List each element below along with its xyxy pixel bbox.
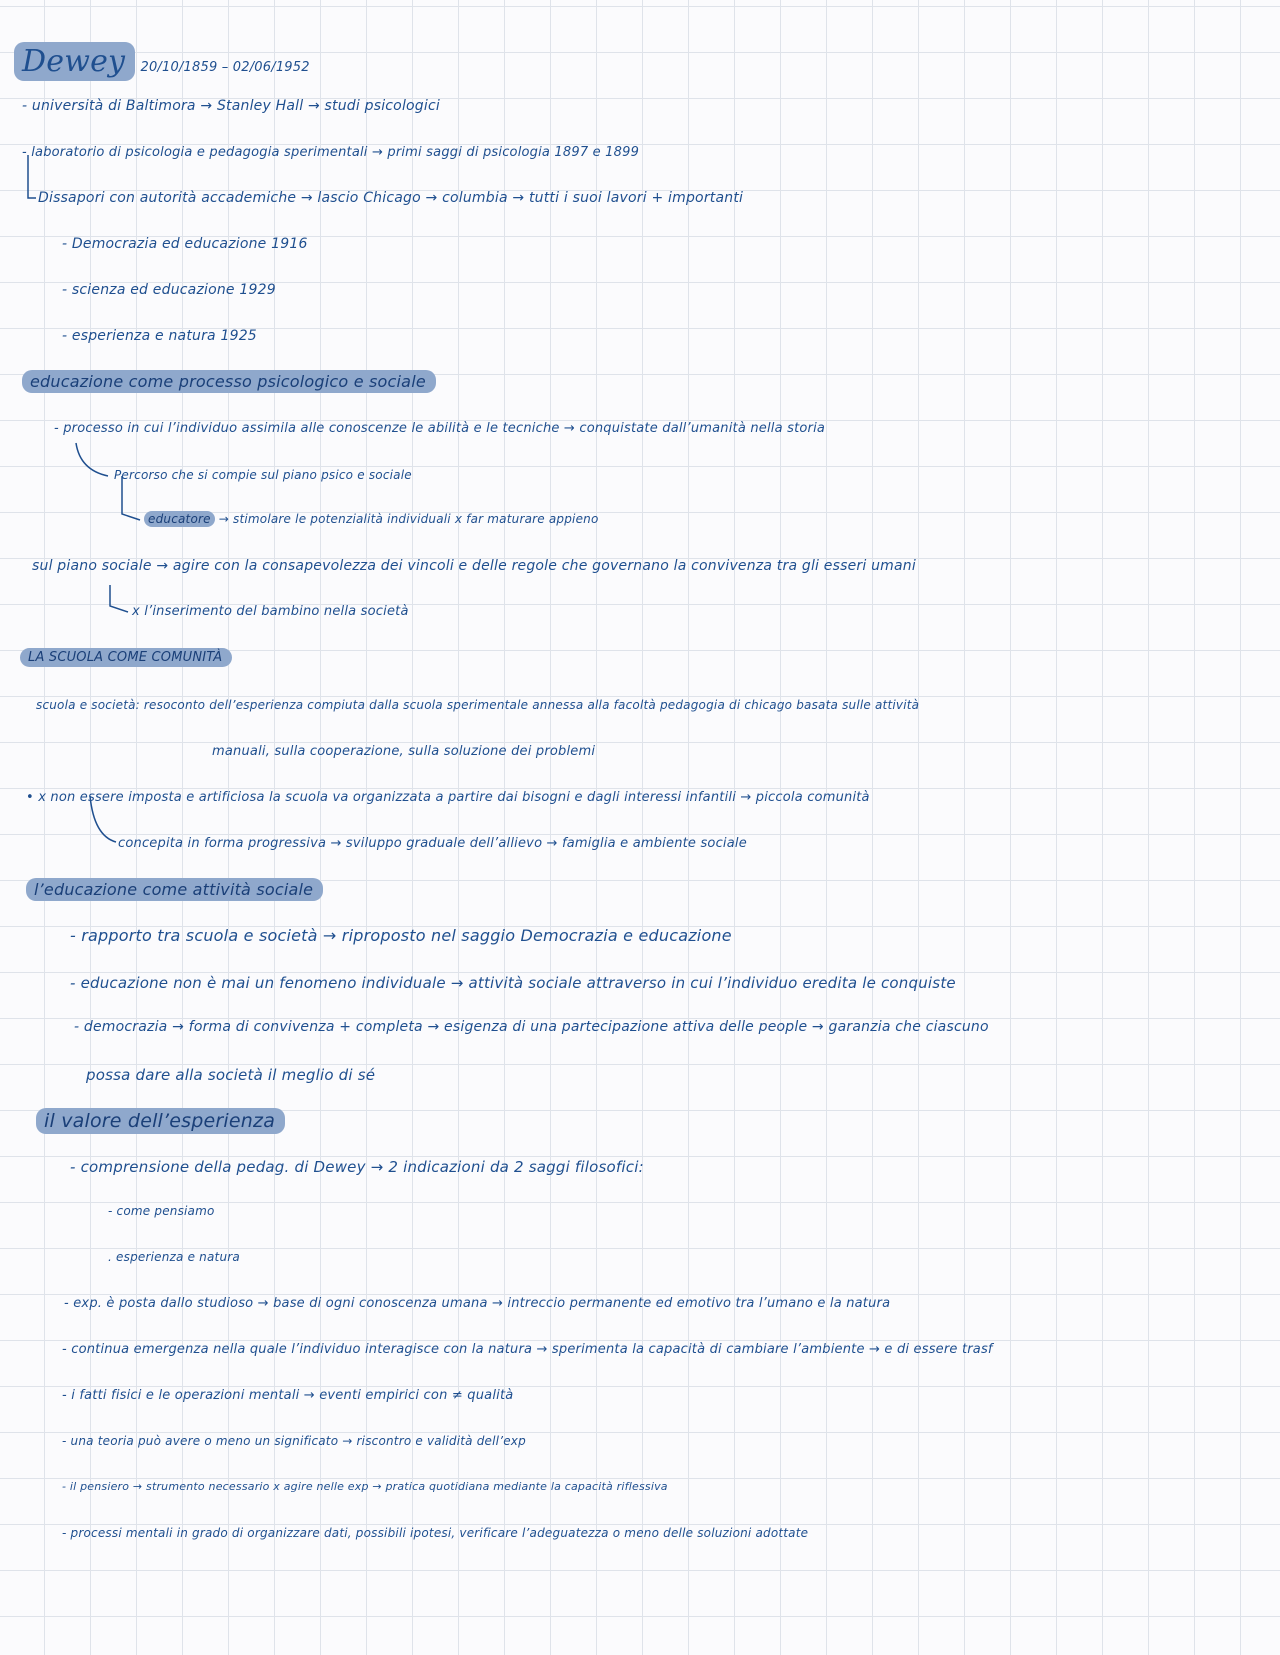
section1-connector-2 xyxy=(122,476,140,520)
section4-line-1: - comprensione della pedag. di Dewey → 2 indicazioni da 2 saggi filosofici: xyxy=(70,1158,644,1176)
section4-line-3: - continua emergenza nella quale l’individuo interagisce con la natura → sperimenta la capacità di cambiare l’ambiente → e di essere trasf xyxy=(62,1342,993,1357)
section3-line-2: - educazione non è mai un fenomeno individuale → attività sociale attraverso in cui l’individuo eredita le conquiste xyxy=(70,974,956,992)
intro-work-3: - esperienza e natura 1925 xyxy=(62,328,257,344)
section3-heading: l’educazione come attività sociale xyxy=(26,878,323,901)
section4-sub-1: - come pensiamo xyxy=(108,1204,215,1218)
section4-line-7: - processi mentali in grado di organizzare dati, possibili ipotesi, verificare l’adeguatezza o meno delle soluzioni adottate xyxy=(62,1526,809,1540)
section1-heading-wrap xyxy=(22,372,436,391)
educatore-text: → stimolare le potenzialità individuali x far maturare appieno xyxy=(218,512,599,526)
section2-line-2: manuali, sulla cooperazione, sulla soluzione dei problemi xyxy=(212,744,596,759)
page-title: Dewey xyxy=(14,42,135,81)
intro-work-2: - scienza ed educazione 1929 xyxy=(62,282,276,298)
section1-line-3 xyxy=(144,512,599,526)
section1-line-1: - processo in cui l’individuo assimila alle conoscenze le abilità e le tecniche → conquistate dall’umanità nella storia xyxy=(54,421,826,436)
section1-line-4: sul piano sociale → agire con la consapevolezza dei vincoli e delle regole che governano la convivenza tra gli esseri umani xyxy=(32,558,916,574)
header-dates: 20/10/1859 – 02/06/1952 xyxy=(140,60,310,75)
section1-connector-1 xyxy=(76,443,108,476)
section4-line-5: - una teoria può avere o meno un significato → riscontro e validità dell’exp xyxy=(62,1434,526,1448)
section3-heading-wrap xyxy=(26,880,323,899)
section2-line-1: scuola e società: resoconto dell’esperienza compiuta dalla scuola sperimentale annessa alla facoltà pedagogia di chicago basata sulle attività xyxy=(36,698,920,712)
intro-line-3: Dissapori con autorità accademiche → lascio Chicago → columbia → tutti i suoi lavori + importanti xyxy=(38,190,744,206)
educatore-label: educatore xyxy=(144,511,215,527)
section3-line-4: possa dare alla società il meglio di sé xyxy=(86,1066,376,1084)
intro-connector xyxy=(28,155,36,198)
section1-line-2: Percorso che si compie sul piano psico e sociale xyxy=(114,468,412,482)
section4-sub-2: . esperienza e natura xyxy=(108,1250,240,1264)
section1-connector-3 xyxy=(110,585,128,612)
section4-line-4: - i fatti fisici e le operazioni mentali → eventi empirici con ≠ qualità xyxy=(62,1388,514,1403)
section4-line-6: - il pensiero → strumento necessario x agire nelle exp → pratica quotidiana mediante la capacità riflessiva xyxy=(62,1480,668,1493)
intro-line-1: - università di Baltimora → Stanley Hall → studi psicologici xyxy=(22,98,440,114)
section3-line-1: - rapporto tra scuola e società → riproposto nel saggio Democrazia e educazione xyxy=(70,926,732,945)
section4-heading-wrap xyxy=(36,1110,285,1132)
intro-line-2: - laboratorio di psicologia e pedagogia sperimentali → primi saggi di psicologia 1897 e 1899 xyxy=(22,145,640,160)
intro-work-1: - Democrazia ed educazione 1916 xyxy=(62,236,308,252)
section4-heading: il valore dell’esperienza xyxy=(36,1108,285,1134)
section3-line-3: - democrazia → forma di convivenza + completa → esigenza di una partecipazione attiva delle people → garanzia che ciascuno xyxy=(74,1019,989,1035)
section2-heading-wrap xyxy=(20,650,232,665)
header xyxy=(14,44,310,79)
section2-line-3: • x non essere imposta e artificiosa la scuola va organizzata a partire dai bisogni e dagli interessi infantili → piccola comunità xyxy=(26,790,870,805)
section4-line-2: - exp. è posta dallo studioso → base di ogni conoscenza umana → intreccio permanente ed emotivo tra l’umano e la natura xyxy=(64,1296,891,1311)
section2-heading: LA SCUOLA COME COMUNITÀ xyxy=(20,648,232,667)
section1-heading: educazione come processo psicologico e sociale xyxy=(22,370,436,393)
section2-line-4: concepita in forma progressiva → sviluppo graduale dell’allievo → famiglia e ambiente sociale xyxy=(118,836,747,851)
section1-line-5: x l’inserimento del bambino nella società xyxy=(132,604,409,619)
